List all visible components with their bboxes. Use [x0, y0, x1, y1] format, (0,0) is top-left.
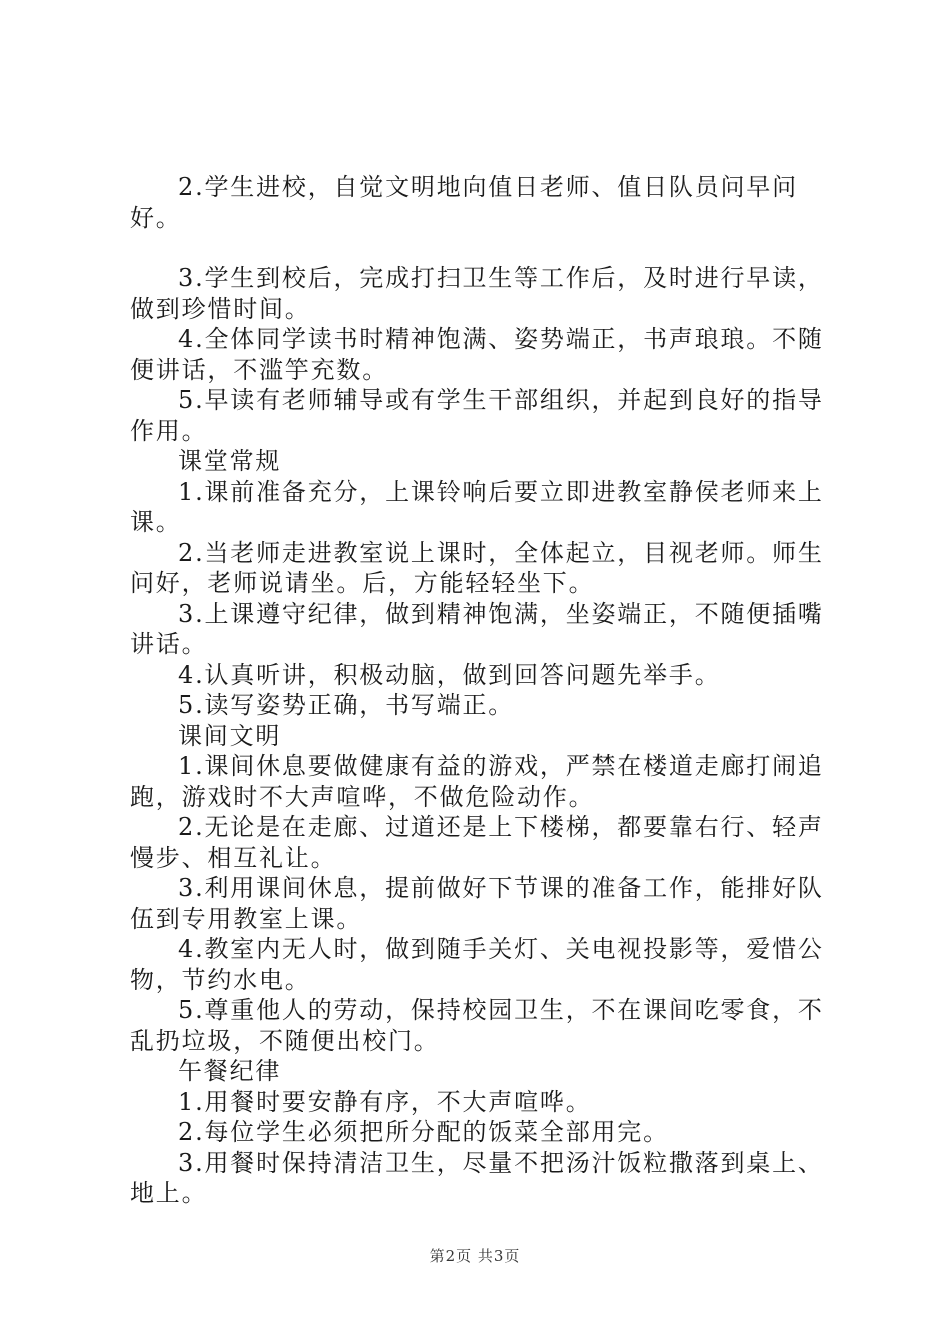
paragraph-item: 1.课间休息要做健康有益的游戏，严禁在楼道走廊打闹追跑，游戏时不大声喧哗，不做危险动作。: [130, 752, 824, 811]
paragraph-item: 4.认真听讲，积极动脑，做到回答问题先举手。: [178, 660, 721, 689]
paragraph-item: 2.每位学生必须把所分配的饭菜全部用完。: [178, 1118, 669, 1146]
paragraph-item: 4.全体同学读书时精神饱满、姿势端正，书声琅琅。不随便讲话，不滥竽充数。: [130, 325, 824, 384]
paragraph-item: 5.早读有老师辅导或有学生干部组织，并起到良好的指导作用。: [130, 386, 824, 445]
paragraph-item: 3.用餐时保持清洁卫生，尽量不把汤汁饭粒撒落到桌上、地上。: [130, 1148, 824, 1207]
paragraph-item: 5.尊重他人的劳动，保持校园卫生，不在课间吃零食，不乱扔垃圾，不随便出校门。: [130, 996, 824, 1055]
paragraph-item: 3.上课遵守纪律，做到精神饱满，坐姿端正，不随便插嘴讲话。: [130, 599, 824, 658]
paragraph-item: 1.课前准备充分，上课铃响后要立即进教室静侯老师来上课。: [130, 477, 824, 536]
document-body: [130, 172, 830, 1209]
paragraph-item: 2.当老师走进教室说上课时，全体起立，目视老师。师生问好，老师说请坐。后，方能轻轻坐下。: [130, 538, 824, 597]
paragraph-item: 2.无论是在走廊、过道还是上下楼梯，都要靠右行、轻声慢步、相互礼让。: [130, 813, 824, 872]
paragraph-item: 5.读写姿势正确，书写端正。: [178, 691, 515, 719]
section-heading: 课堂常规: [178, 447, 282, 475]
paragraph-item: 2.学生进校，自觉文明地向值日老师、值日队员问早问好。: [130, 173, 798, 232]
section-heading: 课间文明: [178, 721, 282, 750]
page-footer: 第2页 共3页: [429, 1247, 521, 1265]
paragraph-item: 1.用餐时要安静有序，不大声喧哗。: [178, 1087, 592, 1116]
paragraph-item: 3.利用课间休息，提前做好下节课的准备工作，能排好队伍到专用教室上课。: [130, 874, 824, 933]
paragraph-item: 3.学生到校后，完成打扫卫生等工作后，及时进行早读，做到珍惜时间。: [130, 264, 824, 323]
paragraph-item: 4.教室内无人时，做到随手关灯、关电视投影等，爱惜公物，节约水电。: [130, 935, 824, 994]
section-heading: 午餐纪律: [178, 1057, 282, 1085]
